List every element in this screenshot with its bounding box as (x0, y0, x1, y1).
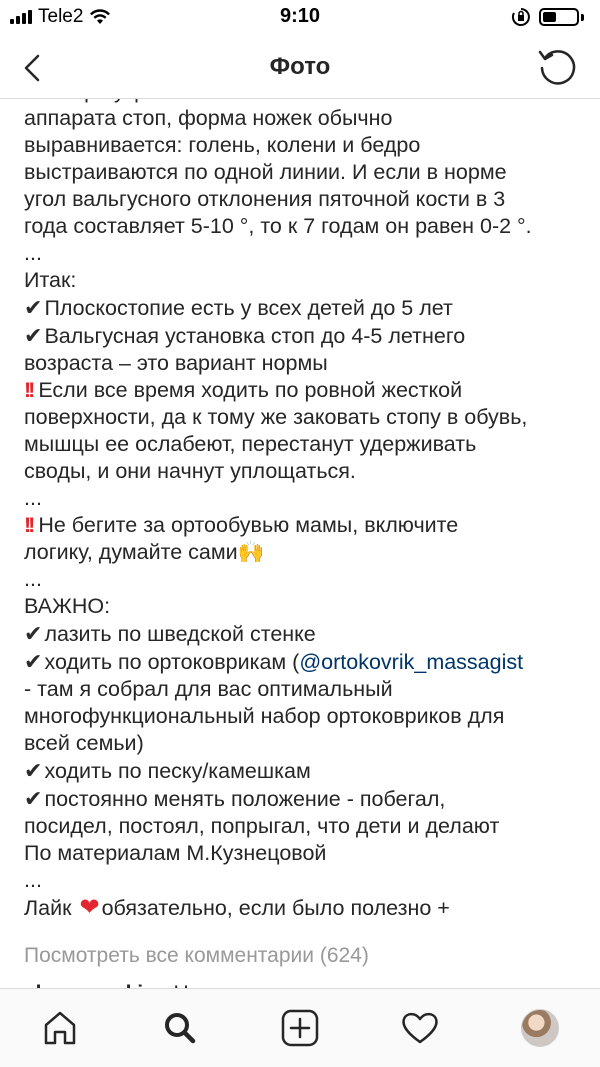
caption-text: логику, думайте сами (24, 540, 238, 564)
caption-line: возраста – это вариант нормы (24, 351, 328, 375)
nav-bar (0, 36, 600, 99)
checkmark-icon: ✔ (24, 621, 43, 646)
search-icon (160, 1008, 200, 1048)
checkmark-icon: ✔ (24, 786, 43, 811)
check-item (24, 757, 584, 785)
caption-line: По материалам М.Кузнецовой (24, 841, 327, 865)
post-content (0, 98, 600, 988)
post-caption (24, 78, 584, 922)
checkmark-icon: ✔ (24, 295, 43, 320)
battery-tip (581, 14, 584, 21)
caption-line: ... (24, 486, 42, 510)
heart-outline-icon (400, 1008, 440, 1048)
tab-create[interactable] (270, 998, 330, 1058)
check-text: Вальгусная установка стоп до 4-5 летнего (44, 324, 466, 348)
tab-home[interactable] (30, 998, 90, 1058)
battery-icon (539, 8, 579, 26)
page-title: Фото (269, 53, 331, 80)
check-text: постоянно менять положение - побегал, (44, 787, 446, 811)
check-text: ходить по песку/камешкам (44, 759, 311, 783)
check-text: Плоскостопие есть у всех детей до 5 лет (44, 296, 453, 320)
mention-link[interactable]: @ortokovrik_massagist (299, 650, 524, 674)
check-item (24, 648, 584, 676)
check-item (24, 785, 584, 813)
avatar (521, 1009, 559, 1047)
home-icon (40, 1008, 80, 1048)
tab-bar (0, 988, 600, 1067)
check-text: лазить по шведской стенке (44, 622, 316, 646)
caption-heading: ВАЖНО: (24, 594, 111, 618)
carrier-name: Tele2 (38, 6, 84, 27)
double-exclamation-icon: !! (24, 513, 33, 537)
status-time: 9:10 (279, 5, 321, 27)
battery-level (543, 12, 556, 22)
warning-text: Если все время ходить по ровной жесткой (38, 378, 463, 402)
checkmark-icon: ✔ (24, 323, 43, 348)
view-all-comments-link[interactable]: Посмотреть все комментарии (624) (24, 944, 369, 967)
add-post-icon (280, 1008, 320, 1048)
warning-text: Не бегите за ортообувью мамы, включите (38, 513, 459, 537)
check-text: ходить по ортоковрикам ( (44, 650, 300, 674)
caption-line: угол вальгусного отклонения пяточной кости в 3 (24, 187, 506, 211)
caption-line: мышцы ее ослабеют, перестанут удерживать (24, 432, 477, 456)
caption-line: своды, и они начнут уплощаться. (24, 459, 356, 483)
caption-line: выравнивается: голень, колени и бедро (24, 133, 421, 157)
warning-item (24, 377, 584, 404)
check-item (24, 322, 584, 350)
caption-line: ... (24, 868, 42, 892)
double-exclamation-icon: !! (24, 378, 33, 402)
tab-activity[interactable] (390, 998, 450, 1058)
caption-line: всей семьи) (24, 731, 144, 755)
caption-line: поверхности, да к тому же заковать стопу в обувь, (24, 405, 528, 429)
caption-line (24, 539, 584, 566)
caption-line: выстраиваются по одной линии. И если в норме (24, 160, 507, 184)
checkmark-icon: ✔ (24, 649, 43, 674)
refresh-icon[interactable] (534, 44, 580, 90)
caption-line: ... (24, 241, 42, 265)
caption-line: - там я собрал для вас оптимальный (24, 677, 393, 701)
caption-line (24, 894, 584, 922)
orientation-lock-icon (511, 7, 531, 27)
check-item (24, 294, 584, 322)
caption-text: обязательно, если было полезно + (101, 896, 450, 920)
status-bar (0, 0, 600, 36)
caption-line: Итак: (24, 268, 77, 292)
caption-text: Лайк (24, 896, 72, 920)
caption-line: аппарата стоп, форма ножек обычно (24, 106, 393, 130)
check-item (24, 620, 584, 648)
caption-line: ... (24, 567, 42, 591)
tab-search[interactable] (150, 998, 210, 1058)
caption-line: многофункциональный набор ортоковриков для (24, 704, 505, 728)
caption-line: года составляет 5-10 °, то к 7 годам он равен 0-2 °. (24, 214, 532, 238)
tab-profile[interactable] (510, 998, 570, 1058)
warning-item (24, 512, 584, 539)
caption-line: посидел, постоял, попрыгал, что дети и делают (24, 814, 500, 838)
status-right (511, 7, 584, 27)
heart-icon: ❤ (79, 894, 100, 921)
raised-hands-icon: 🙌 (237, 540, 265, 564)
checkmark-icon: ✔ (24, 758, 43, 783)
